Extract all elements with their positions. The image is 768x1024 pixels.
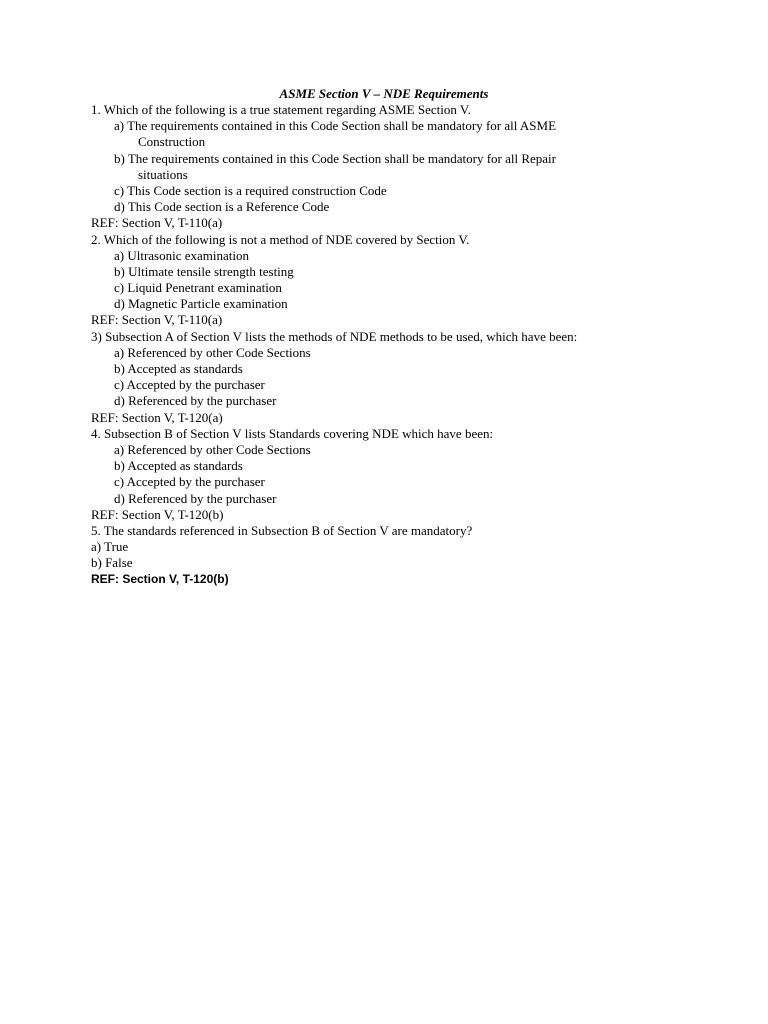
question-1-text: 1. Which of the following is a true statement regarding ASME Section V. [91, 102, 471, 117]
question-1-option-c: c) This Code section is a required construction Code [114, 182, 387, 198]
question-list [91, 102, 731, 588]
question-4-reference: REF: Section V, T-120(b) [91, 506, 224, 522]
page-title: ASME Section V – NDE Requirements [279, 86, 489, 101]
question-4-option-b: b) Accepted as standards [114, 458, 243, 474]
question-1-option-b: b) The requirements contained in this Code Section shall be mandatory for all Repair [114, 150, 556, 166]
question-2-option-a: a) Ultrasonic examination [114, 247, 250, 263]
question-4-option-a: a) Referenced by other Code Sections [114, 441, 311, 457]
question-3-option-d: d) Referenced by the purchaser [114, 393, 277, 409]
question-5-option-b: b) False [91, 555, 133, 571]
question-2-reference: REF: Section V, T-110(a) [91, 312, 223, 328]
question-1-reference: REF: Section V, T-110(a) [91, 215, 223, 231]
question-5-option-a: a) True [91, 539, 129, 555]
question-1-option-d: d) This Code section is a Reference Code [114, 199, 330, 215]
question-5-text: 5. The standards referenced in Subsection B of Section V are mandatory? [91, 522, 473, 538]
question-3-reference: REF: Section V, T-120(a) [91, 409, 223, 425]
question-4-option-d: d) Referenced by the purchaser [114, 490, 277, 506]
question-1-option-a: a) The requirements contained in this Code Section shall be mandatory for all ASME [114, 118, 557, 134]
question-2-option-c: c) Liquid Penetrant examination [114, 280, 282, 296]
question-2-option-d: d) Magnetic Particle examination [114, 296, 288, 312]
question-1-option-a-continued: Construction [138, 134, 206, 150]
question-1-option-b-continued: situations [138, 166, 188, 182]
question-4-text: 4. Subsection B of Section V lists Standards covering NDE which have been: [91, 425, 494, 441]
question-5-reference: REF: Section V, T-120(b) [91, 572, 229, 587]
question-3-option-c: c) Accepted by the purchaser [114, 377, 265, 393]
question-2-text: 2. Which of the following is not a method of NDE covered by Section V. [91, 231, 470, 247]
question-4-option-c: c) Accepted by the purchaser [114, 474, 265, 490]
question-3-text: 3) Subsection A of Section V lists the methods of NDE methods to be used, which have been: [91, 328, 578, 344]
question-2-option-b: b) Ultimate tensile strength testing [114, 263, 294, 279]
question-3-option-a: a) Referenced by other Code Sections [114, 344, 311, 360]
question-3-option-b: b) Accepted as standards [114, 361, 243, 376]
